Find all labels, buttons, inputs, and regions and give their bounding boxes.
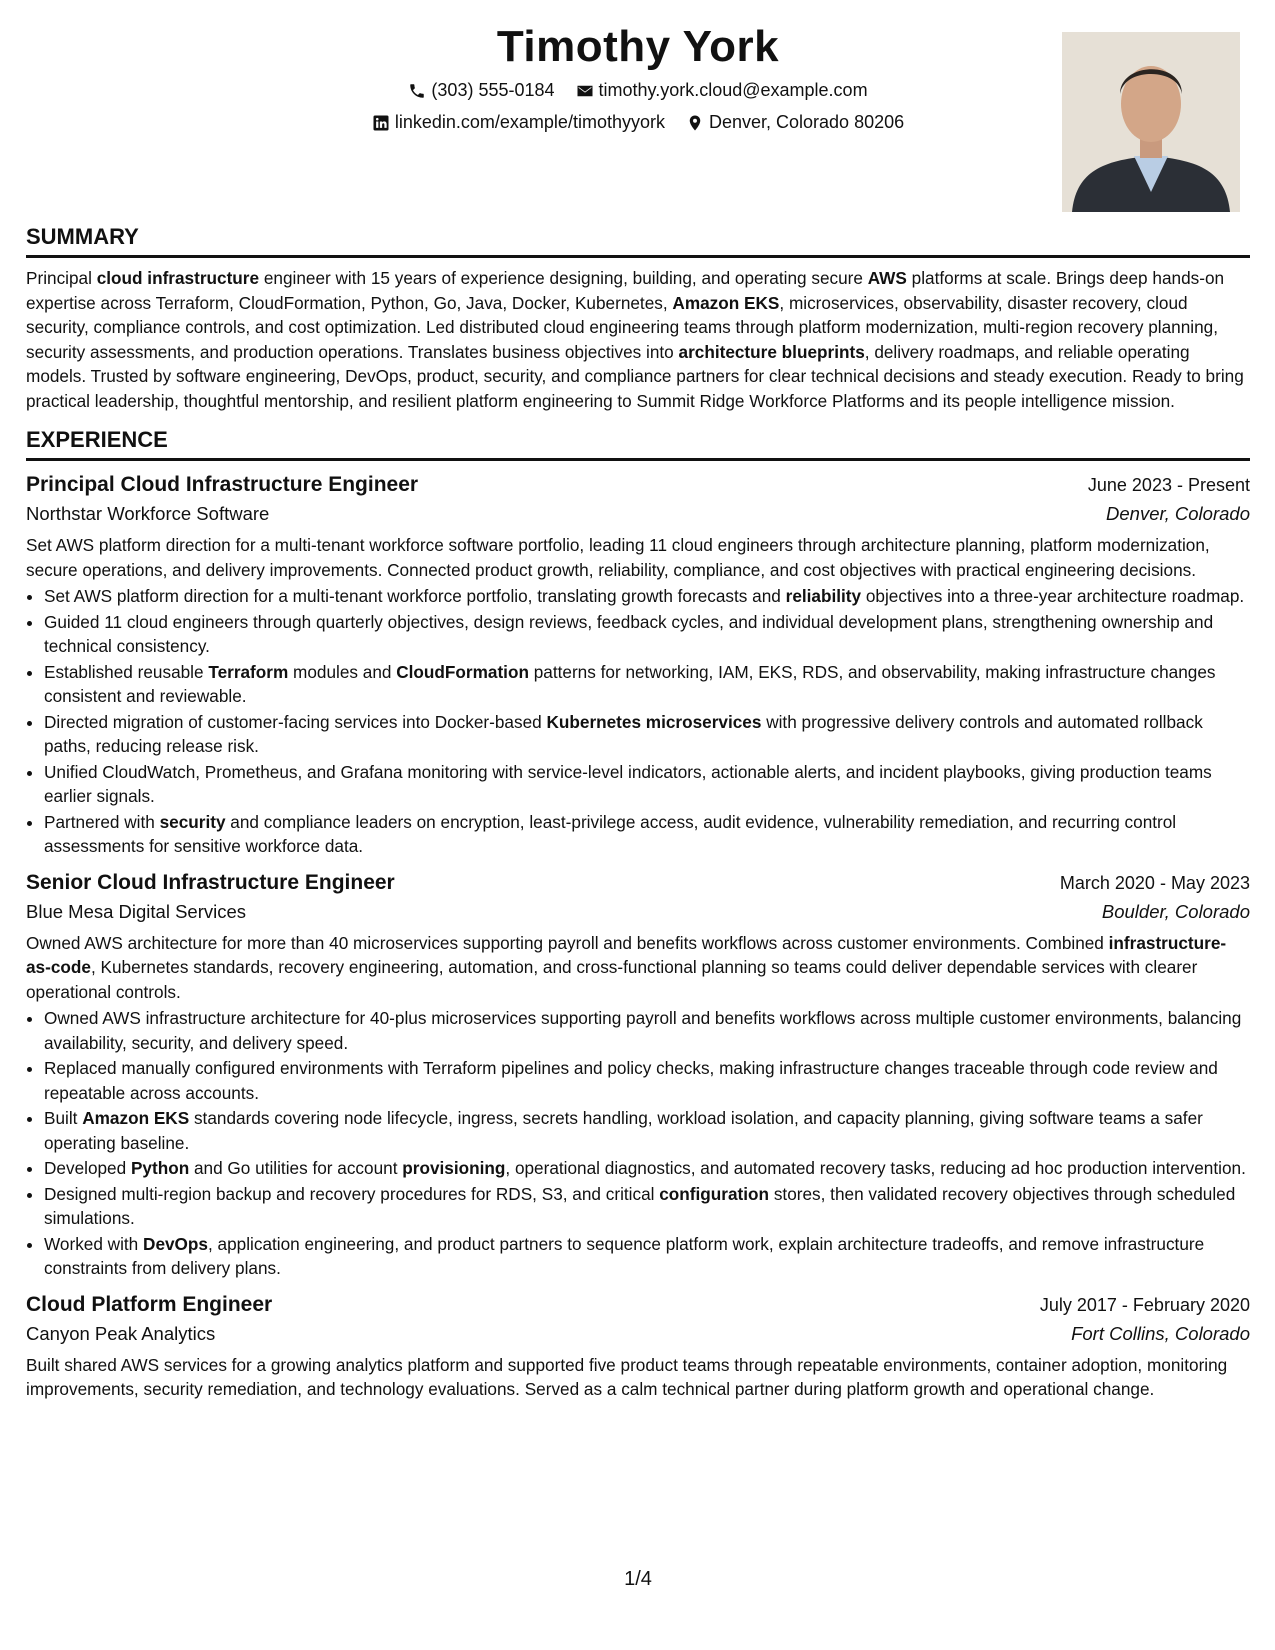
page-number: 1/4	[624, 1568, 652, 1590]
job-company: Northstar Workforce Software	[26, 503, 270, 524]
bullet-item: • Set AWS platform direction for a multi-tenant workforce portfolio, translating growth forecasts and reliability objectives into a three-year architecture roadmap.	[44, 584, 1250, 609]
job-title: Senior Cloud Infrastructure Engineer	[26, 870, 395, 894]
job-summary: Owned AWS architecture for more than 40 microservices supporting payroll and benefits workflows across customer environments. Combined infrastructure-as-code, Kubernetes standards, recovery engineering, automation, and cross-functional planning so teams could deliver dependable services with clearer operational controls.	[26, 932, 1227, 1002]
bullet-item: • Worked with DevOps, application engineering, and product partners to sequence platform work, explain architecture tradeoffs, and remove infrastructure constraints from delivery plans.	[44, 1232, 1250, 1281]
email-link[interactable]: timothy.york.cloud@example.com	[598, 80, 868, 100]
contact-location	[686, 112, 904, 133]
experience-section	[26, 427, 1250, 1402]
map-pin-icon	[686, 114, 704, 132]
bullet-item: • Established reusable Terraform modules and CloudFormation patterns for networking, IAM, EKS, RDS, and observability, making infrastructure changes consistent and reviewable.	[44, 660, 1250, 709]
job-location: Fort Collins, Colorado	[1071, 1322, 1250, 1344]
job-entry	[26, 1293, 1250, 1402]
profile-photo	[1062, 32, 1240, 212]
bullet-item: • Replaced manually configured environments with Terraform pipelines and policy checks, making infrastructure changes traceable through code review and repeatable across accounts.	[44, 1056, 1250, 1105]
job-summary: Built shared AWS services for a growing analytics platform and supported five product teams through repeatable environments, container adoption, monitoring improvements, security remediation, and technology evaluations. Served as a calm technical partner during platform growth and operational change.	[26, 1354, 1228, 1399]
contact-email	[576, 80, 868, 101]
location-text: Denver, Colorado 80206	[708, 112, 905, 132]
job-title: Principal Cloud Infrastructure Engineer	[26, 473, 419, 496]
job-dates: March 2020 - May 2023	[1059, 872, 1250, 893]
summary-text: Principal cloud infrastructure engineer with 15 years of experience designing, building, and operating secure AWS platforms at scale. Brings deep hands-on expertise across Terraform, CloudFormation, Python, Go, Java, Docker, Kubernetes, Amazon EKS, microservices, observability, disaster recovery, cloud security, compliance controls, and cost optimization. Led distributed cloud engineering teams through platform modernization, multi-region recovery planning, security assessments, and production operations. Translates business objectives into architecture blueprints, delivery roadmaps, and reliable operating models. Trusted by software engineering, DevOps, product, security, and compliance partners for clear technical decisions and steady execution. Ready to bring practical leadership, thoughtful mentorship, and resilient platform engineering to Summit Ridge Workforce Platforms and its people intelligence mission.	[26, 268, 1244, 411]
bullet-item: • Guided 11 cloud engineers through quarterly objectives, design reviews, feedback cycles, and individual development plans, strengthening ownership and technical consistency.	[44, 610, 1250, 659]
linkedin-icon	[372, 114, 390, 132]
bullet-item: • Unified CloudWatch, Prometheus, and Grafana monitoring with service-level indicators, actionable alerts, and incident playbooks, giving production teams earlier signals.	[44, 760, 1250, 809]
envelope-icon	[576, 82, 594, 100]
bullet-item: • Built Amazon EKS standards covering node lifecycle, ingress, secrets handling, workload isolation, and capacity planning, giving software teams a safer operating baseline.	[44, 1106, 1250, 1155]
phone-text: (303) 555-0184	[431, 80, 555, 100]
job-dates: July 2017 - February 2020	[1039, 1294, 1250, 1315]
summary-heading: SUMMARY	[26, 224, 1250, 258]
job-entry	[26, 473, 1250, 859]
candidate-name: Timothy York	[496, 22, 780, 71]
phone-icon	[408, 82, 426, 100]
job-location: Boulder, Colorado	[1101, 900, 1250, 922]
experience-heading: EXPERIENCE	[26, 427, 1250, 461]
bullet-item: • Owned AWS infrastructure architecture for 40-plus microservices supporting payroll and benefits workflows across multiple customer environments, balancing availability, security, and delivery speed.	[44, 1006, 1250, 1055]
job-dates: June 2023 - Present	[1087, 475, 1250, 495]
job-summary: Set AWS platform direction for a multi-tenant workforce software portfolio, leading 11 cloud engineers through architecture planning, platform modernization, secure operations, and delivery improvements. Connected product growth, reliability, compliance, and cost objectives with practical engineering decisions.	[26, 535, 1210, 580]
job-company: Canyon Peak Analytics	[26, 1322, 216, 1344]
bullet-item: • Designed multi-region backup and recovery procedures for RDS, S3, and critical configuration stores, then validated recovery objectives through scheduled simulations.	[44, 1182, 1250, 1231]
contact-linkedin	[372, 112, 665, 133]
summary-section	[26, 224, 1250, 413]
job-location: Denver, Colorado	[1106, 503, 1250, 524]
bullet-item: • Partnered with security and compliance leaders on encryption, least-privilege access, audit evidence, vulnerability remediation, and recurring control assessments for sensitive workforce data.	[44, 810, 1250, 859]
resume-header	[26, 0, 1250, 218]
job-bullets	[26, 584, 1250, 859]
job-entry	[26, 871, 1250, 1281]
resume-page	[26, 0, 1250, 1650]
job-title: Cloud Platform Engineer	[26, 1292, 273, 1316]
linkedin-link[interactable]: linkedin.com/example/timothyyork	[394, 112, 665, 132]
job-bullets	[26, 1006, 1250, 1281]
contact-phone	[408, 80, 554, 101]
job-company: Blue Mesa Digital Services	[26, 900, 247, 922]
bullet-item: • Directed migration of customer-facing services into Docker-based Kubernetes microservices with progressive delivery controls and automated rollback paths, reducing release risk.	[44, 710, 1250, 759]
bullet-item: • Developed Python and Go utilities for account provisioning, operational diagnostics, and automated recovery tasks, reducing ad hoc production intervention.	[44, 1156, 1250, 1181]
